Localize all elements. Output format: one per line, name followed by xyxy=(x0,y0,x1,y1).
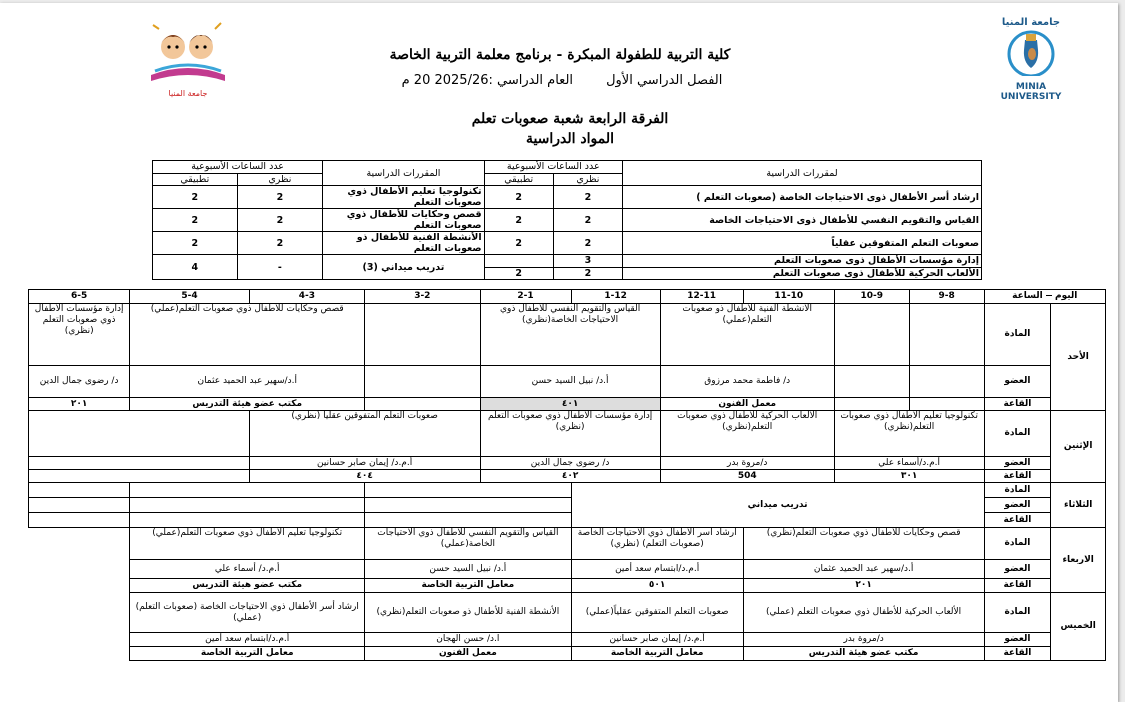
empty-cell xyxy=(834,398,909,411)
row-label-subject: المادة xyxy=(984,528,1051,560)
table-row xyxy=(29,483,1106,498)
room: مكتب عضو هيئة التدريس xyxy=(130,579,365,593)
table-row xyxy=(153,255,982,268)
row-label-room: القاعة xyxy=(984,513,1051,528)
schedule-subject: الألعاب الحركية للأطفال ذوي صعوبات التعلم(نظري) xyxy=(660,411,834,457)
schedule-subject: الألعاب الحركية للأطفال ذوي صعوبات التعلم (عملي) xyxy=(743,593,984,633)
course-name: تكنولوجيا تعليم الأطفال ذوي صعوبات التعلم xyxy=(323,186,484,209)
empty-cell xyxy=(365,304,480,366)
slot-header: 5-4 xyxy=(130,290,249,304)
room: ٢٠١ xyxy=(743,579,984,593)
table-row xyxy=(29,470,1106,483)
table-row xyxy=(29,647,1106,661)
empty-cell xyxy=(29,457,250,470)
faculty-member: د/ فاطمة محمد مرزوق xyxy=(660,366,834,398)
table-row xyxy=(29,579,1106,593)
empty-cell xyxy=(130,483,365,498)
day-header: اليوم xyxy=(1055,291,1078,301)
empty-cell xyxy=(909,366,984,398)
kids-reading-icon xyxy=(143,17,233,85)
row-label-member: العضو xyxy=(984,498,1051,513)
empty-cell xyxy=(29,513,130,528)
course-name: الألعاب الحركية للأطفال ذوى صعوبات التعلم xyxy=(622,267,981,280)
schedule-subject: ارشاد أسر الأطفال ذوي الاحتياجات الخاصة (صعوبات التعلم) (نظري) xyxy=(571,528,743,560)
slot-header: 3-2 xyxy=(365,290,480,304)
empty-cell xyxy=(130,513,365,528)
row-label-room: القاعة xyxy=(984,470,1051,483)
logo-caption: جامعة المنيا xyxy=(168,89,208,98)
row-label-member: العضو xyxy=(984,633,1051,647)
schedule-subject: ارشاد أسر الأطفال ذوي الاحتياجات الخاصة (صعوبات التعلم) (عملي) xyxy=(130,593,365,633)
theory-hours: 2 xyxy=(237,209,323,232)
faculty-member: د/مروة بدر xyxy=(660,457,834,470)
table-row xyxy=(29,366,1106,398)
empty-cell xyxy=(365,366,480,398)
row-label-subject: المادة xyxy=(984,483,1051,498)
row-label-subject: المادة xyxy=(984,304,1051,366)
slot-header: 2-1 xyxy=(480,290,571,304)
faculty-member: أ.م.د/ إيمان صابر حسانين xyxy=(249,457,480,470)
table-row xyxy=(29,560,1106,579)
empty-cell xyxy=(365,483,571,498)
college-program-title: كلية التربية للطفولة المبكرة - برنامج معلمة التربية الخاصة xyxy=(389,47,731,63)
college-logo xyxy=(142,17,234,97)
schedule-subject: القياس والتقويم النفسي للأطفال ذوي الاحتياجات الخاصة(نظري) xyxy=(480,304,660,366)
slot-header: 6-5 xyxy=(29,290,130,304)
row-label-room: القاعة xyxy=(984,398,1051,411)
faculty-member: أ.د/سهير عبد الحميد عثمان xyxy=(130,366,365,398)
room: مكتب عضو هيئة التدريس xyxy=(130,398,365,411)
course-name: القياس والتقويم النفسي للأطفال ذوى الاحتياجات الخاصة xyxy=(622,209,981,232)
room: ٢٠١ xyxy=(29,398,130,411)
courses-header-right: لمقررات الدراسية xyxy=(622,161,981,186)
room: ٤٠١ xyxy=(480,398,660,411)
day-monday: الإثنين xyxy=(1051,411,1106,483)
slot-header: 1-12 xyxy=(571,290,660,304)
row-label-member: العضو xyxy=(984,366,1051,398)
slot-header: 4-3 xyxy=(249,290,364,304)
logo-arabic-text: جامعة المنيا xyxy=(1001,17,1061,28)
schedule-subject: إدارة مؤسسات الأطفال ذوي صعوبات التعلم (نظري) xyxy=(29,304,130,366)
empty-cell xyxy=(365,398,480,411)
academic-year-label: العام الدراسي :2025/26 20 م xyxy=(401,73,574,88)
faculty-member: أ.د/ نبيل السيد حسن xyxy=(480,366,660,398)
table-row xyxy=(29,593,1106,633)
practical-hours: 2 xyxy=(484,232,553,255)
faculty-member: ا.د/ حسن الهجان xyxy=(365,633,571,647)
nefertiti-icon xyxy=(1001,28,1061,76)
row-label-room: القاعة xyxy=(984,647,1051,661)
schedule-subject: تكنولوجيا تعليم الأطفال ذوي صعوبات التعلم(نظري) xyxy=(834,411,984,457)
course-name: إدارة مؤسسات الأطفال ذوى صعوبات التعلم xyxy=(622,255,981,268)
practical-hours: 2 xyxy=(484,186,553,209)
practical-hours: 2 xyxy=(153,186,238,209)
theory-hours: 2 xyxy=(237,186,323,209)
day-wednesday: الاربعاء xyxy=(1051,528,1106,593)
course-name: الأنشطة الفنية للأطفال ذو صعوبات التعلم xyxy=(323,232,484,255)
theory-hours: - xyxy=(237,255,323,280)
courses-table xyxy=(152,160,982,280)
table-row xyxy=(153,232,982,255)
minia-university-logo xyxy=(990,17,1072,102)
row-label-subject: المادة xyxy=(984,593,1051,633)
theory-hours: 2 xyxy=(553,209,622,232)
theory-hours: 2 xyxy=(553,232,622,255)
practical-hours: 2 xyxy=(484,209,553,232)
course-name: صعوبات التعلم المتفوقين عقلياً xyxy=(622,232,981,255)
table-row xyxy=(29,411,1106,457)
faculty-member: أ.م.د/ أسماء علي xyxy=(130,560,365,579)
slot-header: 11-10 xyxy=(743,290,834,304)
table-row xyxy=(29,304,1106,366)
table-row xyxy=(29,398,1106,411)
practical-hours: 2 xyxy=(484,267,553,280)
theory-header: نظري xyxy=(237,173,323,186)
day-thursday: الخميس xyxy=(1051,593,1106,661)
weekly-schedule-table xyxy=(28,289,1106,661)
empty-cell xyxy=(29,470,250,483)
faculty-member: أ.م.د/أسماء علي xyxy=(834,457,984,470)
hour-header: الساعة xyxy=(1012,291,1043,301)
table-row xyxy=(153,209,982,232)
empty-cell xyxy=(365,498,571,513)
table-row xyxy=(153,186,982,209)
term-year-line xyxy=(372,73,752,88)
logo-english-text: MINIA UNIVERSITY xyxy=(1000,82,1062,102)
theory-hours: 2 xyxy=(553,186,622,209)
schedule-subject: القياس والتقويم النفسي للأطفال ذوي الاحتياجات الخاصة(عملي) xyxy=(365,528,571,560)
empty-cell xyxy=(130,498,365,513)
table-row xyxy=(29,633,1106,647)
schedule-subject: صعوبات التعلم المتفوقين عقلياً (نظري) xyxy=(249,411,480,457)
document-page xyxy=(0,3,1118,702)
practical-header: تطبيقي xyxy=(484,173,553,186)
faculty-member: أ.م.د/ إيمان صابر حسانين xyxy=(571,633,743,647)
theory-hours: 2 xyxy=(237,232,323,255)
hours-header-left: عدد الساعات الأسبوعية xyxy=(153,161,323,174)
schedule-subject: الأنشطة الفنية للأطفال ذو صعوبات التعلم(عملي) xyxy=(660,304,834,366)
room: معمل الفنون xyxy=(365,647,571,661)
faculty-member: أ.م.د/ابتسام سعد أمين xyxy=(130,633,365,647)
schedule-subject: إدارة مؤسسات الأطفال ذوي صعوبات التعلم (نظري) xyxy=(480,411,660,457)
practical-header: تطبيقي xyxy=(153,173,238,186)
room: 504 xyxy=(660,470,834,483)
row-label-member: العضو xyxy=(984,457,1051,470)
course-name: تدريب ميداني (3) xyxy=(323,255,484,280)
slot-header: 9-8 xyxy=(909,290,984,304)
hours-header-right: عدد الساعات الأسبوعية xyxy=(484,161,622,174)
room: مكتب عضو هيئة التدريس xyxy=(743,647,984,661)
theory-hours: 3 xyxy=(553,255,622,268)
schedule-subject: قصص وحكايات للأطفال ذوي صعوبات التعلم(عملي) xyxy=(130,304,365,366)
slot-header: 12-11 xyxy=(660,290,743,304)
diagonal-divider xyxy=(1046,295,1052,296)
room: معمل الفنون xyxy=(660,398,834,411)
room: معامل التربية الخاصة xyxy=(365,579,571,593)
practical-hours xyxy=(484,255,553,268)
faculty-member: أ.د/ نبيل السيد حسن xyxy=(365,560,571,579)
table-row xyxy=(29,528,1106,560)
slot-header: 10-9 xyxy=(834,290,909,304)
practical-hours: 2 xyxy=(153,232,238,255)
day-hour-header xyxy=(984,290,1105,304)
practical-hours: 2 xyxy=(153,209,238,232)
room: ٣٠١ xyxy=(834,470,984,483)
schedule-subject: قصص وحكايات للأطفال ذوي صعوبات التعلم(نظري) xyxy=(743,528,984,560)
table-row xyxy=(29,457,1106,470)
empty-cell xyxy=(834,366,909,398)
faculty-member: د/ رضوى جمال الدين xyxy=(29,366,130,398)
room: ٤٠٢ xyxy=(480,470,660,483)
course-name: قصص وحكايات للأطفال ذوي صعوبات التعلم xyxy=(323,209,484,232)
theory-header: نظري xyxy=(553,173,622,186)
room: ٤٠٤ xyxy=(249,470,480,483)
empty-cell xyxy=(29,498,130,513)
room: معامل التربية الخاصة xyxy=(571,647,743,661)
faculty-member: أ.م.د/ابتسام سعد أمين xyxy=(571,560,743,579)
empty-cell xyxy=(909,304,984,366)
empty-cell xyxy=(29,483,130,498)
schedule-header-row xyxy=(29,290,1106,304)
faculty-member: أ.د/سهير عبد الحميد عثمان xyxy=(743,560,984,579)
schedule-subject: صعوبات التعلم المتفوقين عقلياً(عملي) xyxy=(571,593,743,633)
empty-cell xyxy=(909,398,984,411)
schedule-subject: تكنولوجيا تعليم الأطفال ذوي صعوبات التعلم(عملي) xyxy=(130,528,365,560)
empty-cell xyxy=(834,304,909,366)
courses-header-left: المقررات الدراسية xyxy=(323,161,484,186)
theory-hours: 2 xyxy=(553,267,622,280)
empty-cell xyxy=(29,411,250,457)
row-label-subject: المادة xyxy=(984,411,1051,457)
term-label: الفصل الدراسي الأول xyxy=(606,73,723,88)
room: ٥٠١ xyxy=(571,579,743,593)
schedule-subject: الأنشطة الفنية للأطفال ذو صعوبات التعلم(نظري) xyxy=(365,593,571,633)
practical-hours: 4 xyxy=(153,255,238,280)
empty-cell xyxy=(365,513,571,528)
subjects-subtitle: المواد الدراسية xyxy=(525,131,615,147)
field-training: تدريب ميداني xyxy=(571,483,984,528)
course-name: ارشاد أسر الأطفال ذوى الاحتياجات الخاصة (صعوبات التعلم ) xyxy=(622,186,981,209)
day-sunday: الأحد xyxy=(1051,304,1106,411)
faculty-member: د/ رضوى جمال الدين xyxy=(480,457,660,470)
row-label-member: العضو xyxy=(984,560,1051,579)
day-tuesday: الثلاثاء xyxy=(1051,483,1106,528)
group-title: الفرقة الرابعة شعبة صعوبات تعلم xyxy=(471,111,669,127)
faculty-member: د/مروة بدر xyxy=(743,633,984,647)
room: معامل التربية الخاصة xyxy=(130,647,365,661)
row-label-room: القاعة xyxy=(984,579,1051,593)
